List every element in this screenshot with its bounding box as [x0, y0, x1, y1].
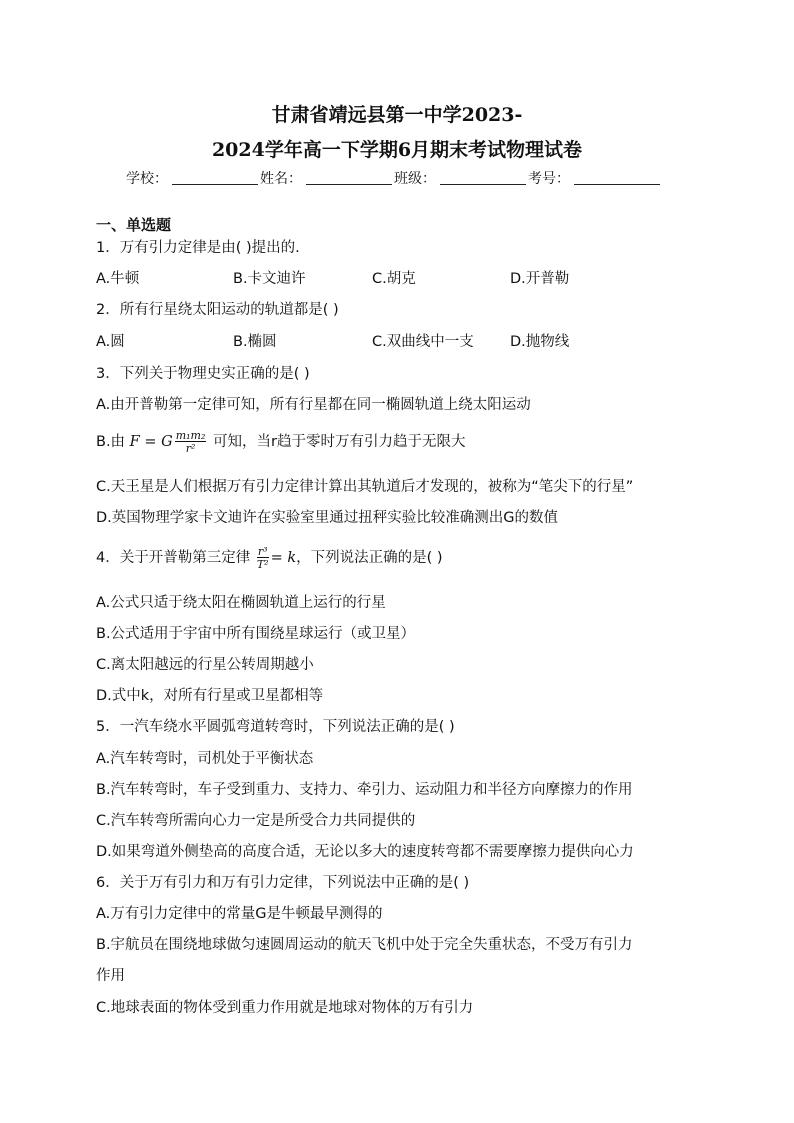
q4-stem-suffix: ，下列说法正确的是( ) — [296, 550, 443, 566]
section-title: 一、单选题 — [96, 216, 172, 234]
q1-stem: 1．万有引力定律是由( )提出的. — [96, 240, 300, 256]
school-label: 学校： — [126, 171, 168, 187]
q2-option-c: C.双曲线中一支 — [372, 334, 474, 350]
q1-option-c: C.胡克 — [372, 271, 416, 287]
school-blank[interactable] — [172, 170, 258, 185]
q5-option-b: B.汽车转弯时，车子受到重力、支持力、牵引力、运动阻力和半径方向摩擦力的作用 — [96, 782, 633, 798]
q4-stem-prefix: 4．关于开普勒第三定律 — [96, 550, 251, 566]
q6-option-c: C.地球表面的物体受到重力作用就是地球对物体的万有引力 — [96, 1000, 474, 1016]
name-label: 姓名： — [260, 171, 302, 187]
student-info-row — [126, 169, 662, 189]
q1-option-d: D.开普勒 — [510, 271, 570, 287]
q4-formula-numerator: r³ — [257, 545, 268, 558]
q3-option-b — [96, 428, 465, 456]
q4-option-d: D.式中k，对所有行星或卫星都相等 — [96, 688, 324, 704]
q3-option-b-prefix: B.由 — [96, 434, 126, 450]
name-blank[interactable] — [306, 170, 392, 185]
exam-title-line1: 甘肃省靖远县第一中学2023- — [271, 104, 523, 126]
q3-formula-fraction — [175, 430, 207, 454]
q4-formula-fraction — [257, 546, 269, 570]
q2-option-b: B.椭圆 — [233, 334, 277, 350]
id-label: 考号： — [528, 171, 570, 187]
q6-option-b-line2: 作用 — [96, 968, 125, 984]
q6-option-a: A.万有引力定律中的常量G是牛顿最早测得的 — [96, 906, 383, 922]
q5-stem: 5．一汽车绕水平圆弧弯道转弯时，下列说法正确的是( ) — [96, 719, 455, 735]
q1-option-b: B.卡文迪许 — [233, 271, 306, 287]
q3-stem: 3．下列关于物理史实正确的是( ) — [96, 366, 310, 382]
q3-option-b-suffix: 可知，当r趋于零时万有引力趋于无限大 — [212, 434, 466, 450]
class-label: 班级： — [394, 171, 436, 187]
exam-title-line2: 2024学年高一下学期6月期末考试物理试卷 — [211, 139, 583, 161]
q2-stem: 2．所有行星绕太阳运动的轨道都是( ) — [96, 302, 339, 318]
q3-option-d: D.英国物理学家卡文迪许在实验室里通过扭秤实验比较准确测出G的数值 — [96, 510, 559, 526]
q5-option-c: C.汽车转弯所需向心力一定是所受合力共同提供的 — [96, 813, 416, 829]
q4-option-b: B.公式适用于宇宙中所有围绕星球运行（或卫星） — [96, 626, 416, 642]
q6-option-b-line1: B.宇航员在围绕地球做匀速圆周运动的航天飞机中处于完全失重状态，不受万有引力 — [96, 937, 633, 953]
q2-option-d: D.抛物线 — [510, 334, 570, 350]
q4-formula-rhs: = k — [270, 550, 297, 566]
q5-option-d: D.如果弯道外侧垫高的高度合适，无论以多大的速度转弯都不需要摩擦力提供向心力 — [96, 844, 634, 860]
q3-formula-numerator: m₁m₂ — [175, 429, 206, 442]
q5-option-a: A.汽车转弯时，司机处于平衡状态 — [96, 751, 314, 767]
q1-option-a: A.牛顿 — [96, 271, 140, 287]
q2-option-a: A.圆 — [96, 334, 125, 350]
q3-formula-lhs: F = G — [129, 434, 173, 450]
q3-option-c: C.天王星是人们根据万有引力定律计算出其轨道后才发现的，被称为“笔尖下的行星” — [96, 479, 634, 495]
q4-option-c: C.离太阳越远的行星公转周期越小 — [96, 657, 314, 673]
q4-stem — [96, 544, 443, 572]
q3-option-a: A.由开普勒第一定律可知，所有行星都在同一椭圆轨道上绕太阳运动 — [96, 397, 531, 413]
q4-option-a: A.公式只适于绕太阳在椭圆轨道上运行的行星 — [96, 595, 386, 611]
id-blank[interactable] — [574, 170, 660, 185]
class-blank[interactable] — [440, 170, 526, 185]
q6-stem: 6．关于万有引力和万有引力定律，下列说法中正确的是( ) — [96, 875, 470, 891]
q3-formula-denominator: r² — [185, 442, 196, 455]
q4-formula-denominator: T² — [256, 558, 269, 571]
